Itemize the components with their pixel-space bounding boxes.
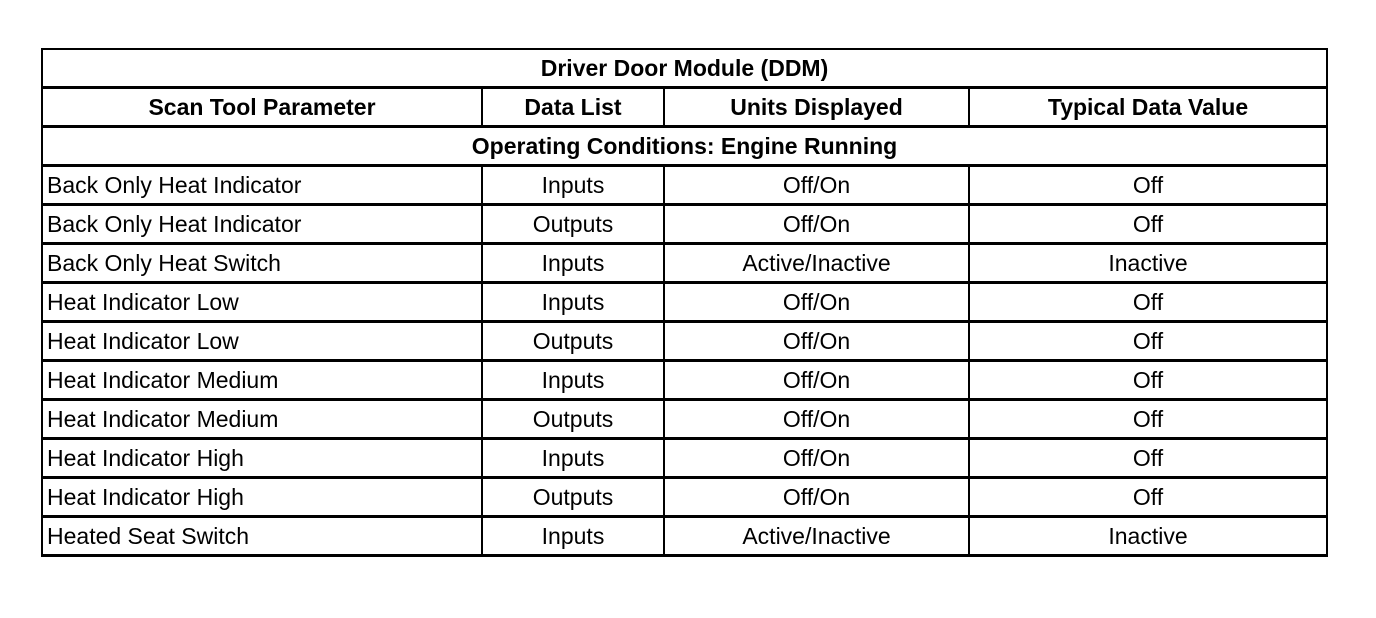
table-row — [42, 361, 1327, 400]
table-row — [42, 439, 1327, 478]
typical-value-cell: Off — [969, 283, 1327, 322]
parameter-cell: Heat Indicator Low — [42, 322, 482, 361]
data-list-cell: Outputs — [482, 478, 664, 517]
units-cell: Off/On — [664, 166, 969, 205]
operating-conditions-label: Operating Conditions: Engine Running — [42, 127, 1327, 166]
parameter-cell: Heat Indicator High — [42, 478, 482, 517]
typical-value-cell: Off — [969, 478, 1327, 517]
units-cell: Off/On — [664, 400, 969, 439]
data-list-cell: Inputs — [482, 361, 664, 400]
data-list-cell: Inputs — [482, 244, 664, 283]
table-row — [42, 166, 1327, 205]
header-data-list: Data List — [482, 88, 664, 127]
parameter-cell: Heated Seat Switch — [42, 517, 482, 556]
typical-value-cell: Off — [969, 361, 1327, 400]
header-typical-data-value: Typical Data Value — [969, 88, 1327, 127]
units-cell: Off/On — [664, 322, 969, 361]
table-row — [42, 244, 1327, 283]
data-list-cell: Inputs — [482, 439, 664, 478]
table-row — [42, 322, 1327, 361]
table-title-row — [42, 49, 1327, 88]
data-list-cell: Inputs — [482, 283, 664, 322]
data-list-cell: Outputs — [482, 400, 664, 439]
table-row — [42, 478, 1327, 517]
parameter-cell: Back Only Heat Indicator — [42, 205, 482, 244]
data-list-cell: Outputs — [482, 322, 664, 361]
table-title: Driver Door Module (DDM) — [42, 49, 1327, 88]
table-row — [42, 205, 1327, 244]
units-cell: Active/Inactive — [664, 244, 969, 283]
section-row — [42, 127, 1327, 166]
table-header-row — [42, 88, 1327, 127]
units-cell: Off/On — [664, 439, 969, 478]
parameter-cell: Back Only Heat Switch — [42, 244, 482, 283]
parameter-cell: Heat Indicator Medium — [42, 400, 482, 439]
parameter-cell: Heat Indicator High — [42, 439, 482, 478]
units-cell: Off/On — [664, 205, 969, 244]
typical-value-cell: Off — [969, 439, 1327, 478]
units-cell: Active/Inactive — [664, 517, 969, 556]
data-list-cell: Inputs — [482, 166, 664, 205]
table-row — [42, 283, 1327, 322]
table-body — [42, 166, 1327, 556]
parameter-cell: Heat Indicator Low — [42, 283, 482, 322]
typical-value-cell: Inactive — [969, 517, 1327, 556]
table-row — [42, 517, 1327, 556]
typical-value-cell: Off — [969, 205, 1327, 244]
data-list-cell: Inputs — [482, 517, 664, 556]
header-units-displayed: Units Displayed — [664, 88, 969, 127]
typical-value-cell: Inactive — [969, 244, 1327, 283]
parameter-cell: Back Only Heat Indicator — [42, 166, 482, 205]
typical-value-cell: Off — [969, 400, 1327, 439]
ddm-data-table — [41, 48, 1328, 557]
table-row — [42, 400, 1327, 439]
typical-value-cell: Off — [969, 166, 1327, 205]
parameter-cell: Heat Indicator Medium — [42, 361, 482, 400]
data-list-cell: Outputs — [482, 205, 664, 244]
units-cell: Off/On — [664, 478, 969, 517]
units-cell: Off/On — [664, 361, 969, 400]
header-scan-tool-parameter: Scan Tool Parameter — [42, 88, 482, 127]
units-cell: Off/On — [664, 283, 969, 322]
typical-value-cell: Off — [969, 322, 1327, 361]
